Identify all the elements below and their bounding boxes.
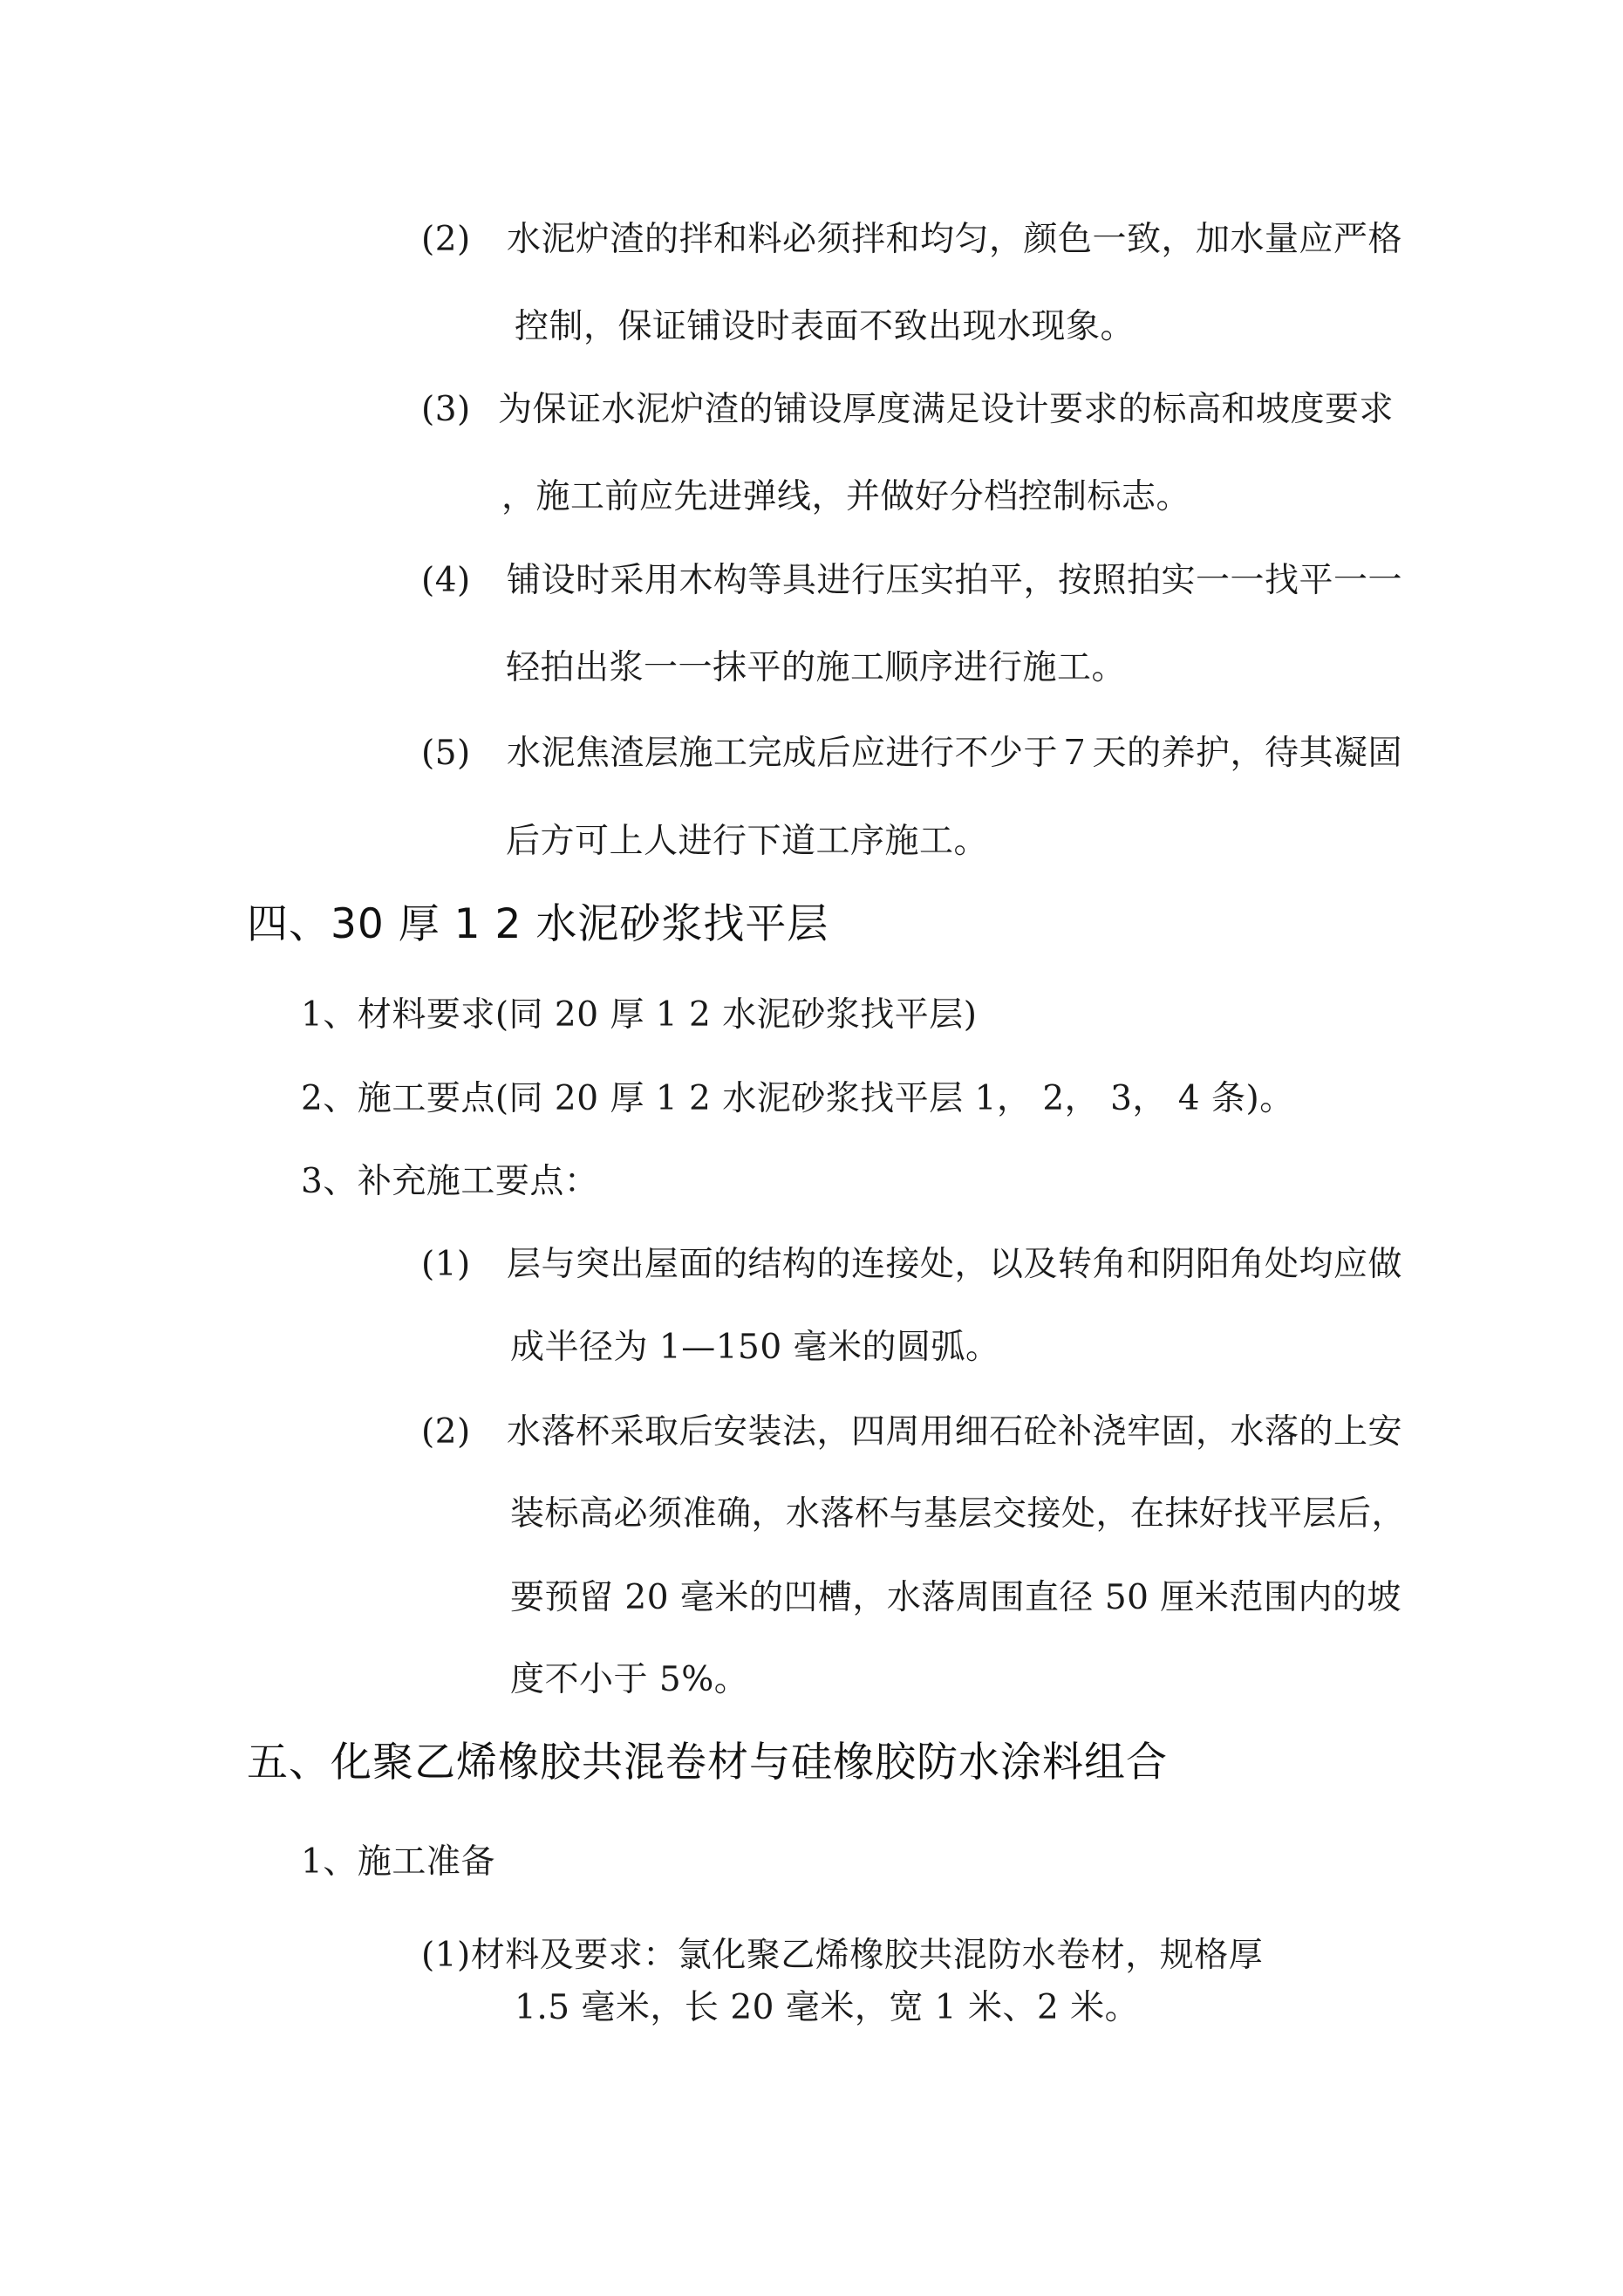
item-number: (4) bbox=[421, 561, 471, 600]
item-number: (2) bbox=[421, 220, 471, 259]
s4-item-2-line3: 要预留 20 毫米的凹槽，水落周围直径 50 厘米范围内的坡 bbox=[510, 1578, 1401, 1617]
s4-item-2-line2: 装标高必须准确，水落杯与基层交接处，在抹好找平层后， bbox=[510, 1494, 1407, 1534]
item-text: 水泥炉渣的拌和料必须拌和均匀，颜色一致，加水量应严格 bbox=[507, 220, 1403, 259]
section-4-para-2: 2、施工要点(同 20 厚 1 2 水泥砂浆找平层 1， 2， 3， 4 条)。 bbox=[301, 1079, 1294, 1118]
s5-item-1-line1: (1)材料及要求：氯化聚乙烯橡胶共混防水卷材，规格厚 bbox=[421, 1936, 1264, 1975]
section-4-heading: 四、30 厚 1 2 水泥砂浆找平层 bbox=[247, 900, 829, 948]
item-3-line2: ，施工前应先进弹线，并做好分档控制标志。 bbox=[501, 477, 1191, 516]
section-5-heading: 五、化聚乙烯橡胶共混卷材与硅橡胶防水涂料组合 bbox=[247, 1739, 1168, 1787]
item-text: 水落杯采取后安装法，四周用细石砼补浇牢固，水落的上安 bbox=[507, 1412, 1403, 1452]
item-2-line1 bbox=[421, 220, 1403, 259]
item-4-line2: 轻拍出浆一一抹平的施工顺序进行施工。 bbox=[506, 648, 1127, 687]
section-4-para-3: 3、补充施工要点： bbox=[301, 1162, 599, 1201]
s4-item-1-line1 bbox=[421, 1245, 1403, 1284]
item-number: (1) bbox=[421, 1245, 471, 1284]
s4-item-2-line1 bbox=[421, 1412, 1403, 1452]
item-number: (2) bbox=[421, 1412, 471, 1452]
s4-item-1-line2: 成半径为 1—150 毫米的圆弧。 bbox=[510, 1328, 1000, 1367]
item-text: 层与突出屋面的结构的连接处，以及转角和阴阳角处均应做 bbox=[507, 1245, 1403, 1284]
s4-item-2-line4: 度不小于 5%。 bbox=[510, 1660, 749, 1699]
section-4-para-1: 1、材料要求(同 20 厚 1 2 水泥砂浆找平层) bbox=[301, 995, 978, 1035]
section-5-para-1: 1、施工准备 bbox=[301, 1842, 495, 1882]
item-3-line1 bbox=[421, 390, 1395, 429]
item-2-line2: 控制，保证铺设时表面不致出现水现象。 bbox=[515, 307, 1135, 346]
item-number: (5) bbox=[421, 734, 471, 773]
item-5-line1 bbox=[421, 734, 1403, 773]
item-4-line1 bbox=[421, 561, 1403, 600]
item-text: 铺设时采用木构等具进行压实拍平，按照拍实一一找平一一 bbox=[507, 561, 1403, 600]
s5-item-1-line2: 1.5 毫米，长 20 毫米，宽 1 米、2 米。 bbox=[515, 1988, 1140, 2027]
item-number: (3) bbox=[421, 390, 471, 429]
item-text: 水泥焦渣层施工完成后应进行不少于７天的养护，待其凝固 bbox=[507, 734, 1403, 773]
item-text: 为保证水泥炉渣的铺设厚度满足设计要求的标高和坡度要求 bbox=[498, 390, 1395, 429]
item-5-line2: 后方可上人进行下道工序施工。 bbox=[506, 822, 989, 861]
